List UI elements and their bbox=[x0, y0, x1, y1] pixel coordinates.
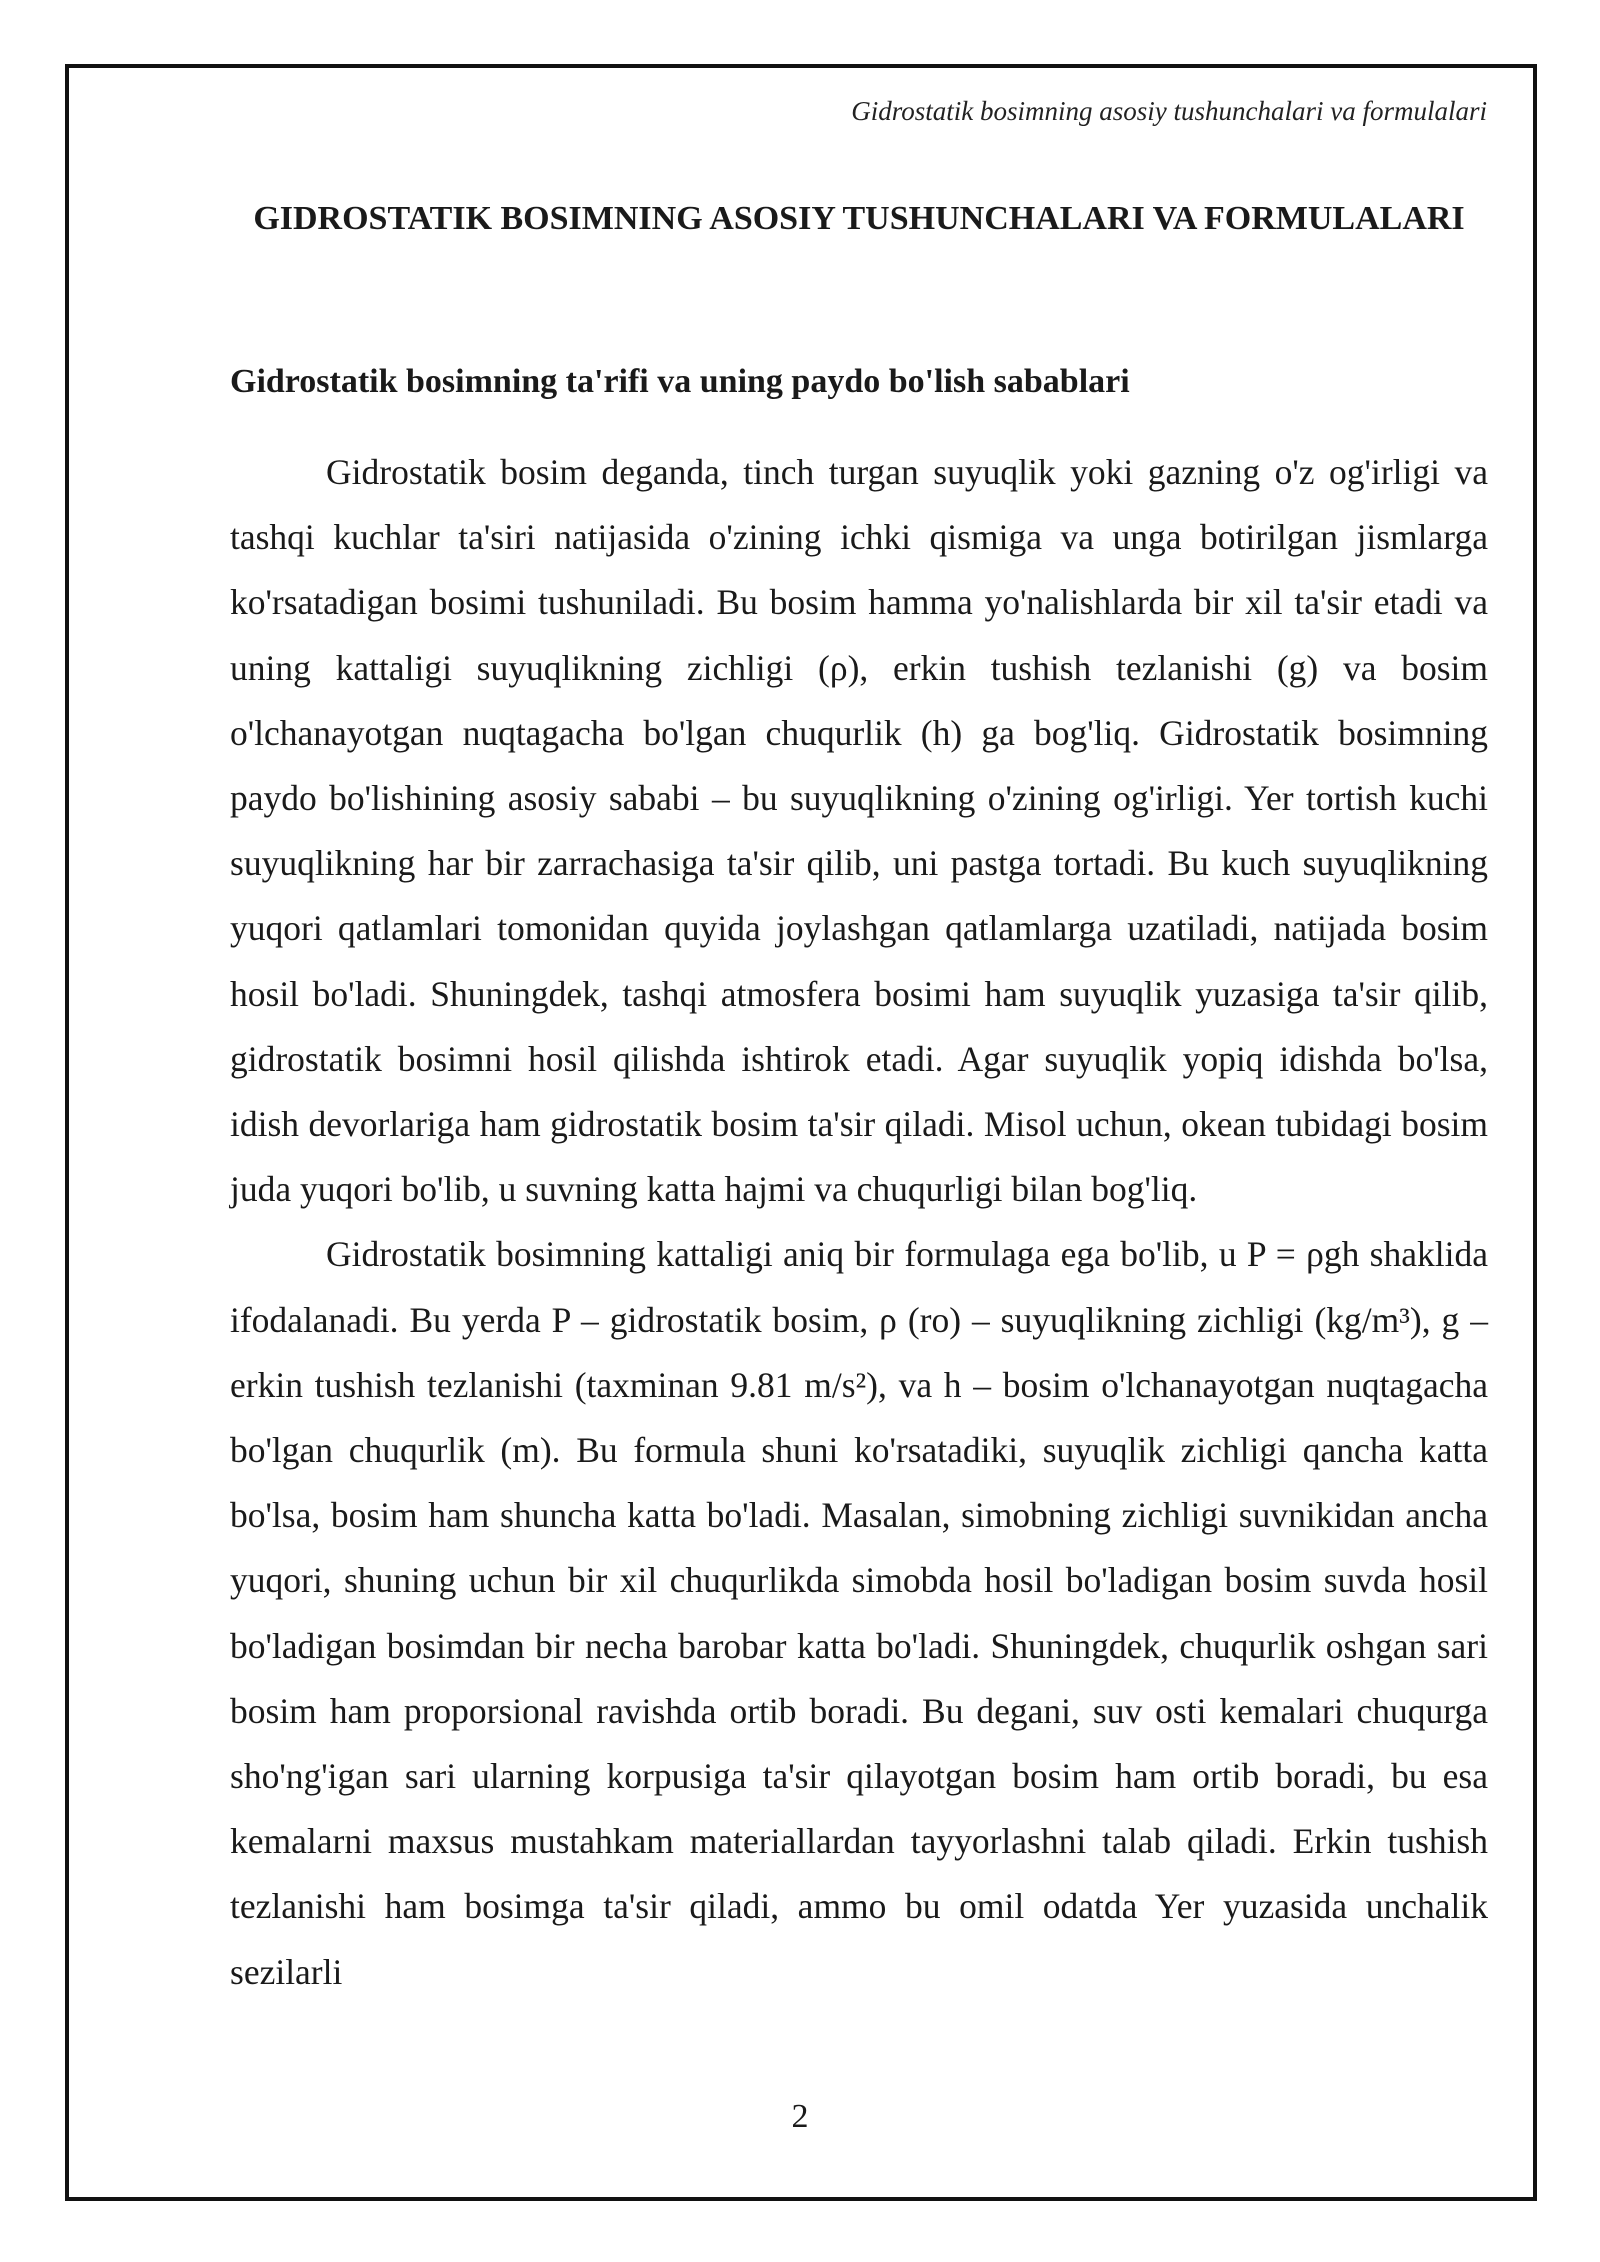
paragraph: Gidrostatik bosimning kattaligi aniq bir formulaga ega bo'lib, u P = ρgh shaklida ifodalanadi. Bu yerda P – gidrostatik bosim, ρ (ro) – suyuqlikning zichligi (kg/m³), g – erkin tushish tezlanishi (taxminan 9.81 m/s²), va h – bosim o'lchanayotgan nuqtagacha bo'lgan chuqurlik (m). Bu formula shuni ko'rsatadiki, suyuqlik zichligi qancha katta bo'lsa, bosim ham shuncha katta bo'ladi. Masalan, simobning zichligi suvnikidan ancha yuqori, shuning uchun bir xil chuqurlikda simobda hosil bo'ladigan bosim suvda hosil bo'ladigan bosimdan bir necha barobar katta bo'ladi. Shuningdek, chuqurlik oshgan sari bosim ham proporsional ravishda ortib boradi. Bu degani, suv osti kemalari chuqurga sho'ng'igan sari ularning korpusiga ta'sir qilayotgan bosim ham ortib boradi, bu esa kemalarni maxsus mustahkam materiallardan tayyorlashni talab qiladi. Erkin tushish tezlanishi ham bosimga ta'sir qiladi, ammo bu omil odatda Yer yuzasida unchalik sezilarli bbox=[230, 1234, 1488, 1992]
body-text bbox=[230, 440, 1488, 2005]
paragraph: Gidrostatik bosim deganda, tinch turgan suyuqlik yoki gazning o'z og'irligi va tashqi kuchlar ta'siri natijasida o'zining ichki qismiga va unga botirilgan jismlarga ko'rsatadigan bosimi tushuniladi. Bu bosim hamma yo'nalishlarda bir xil ta'sir etadi va uning kattaligi suyuqlikning zichligi (ρ), erkin tushish tezlanishi (g) va bosim o'lchanayotgan nuqtagacha bo'lgan chuqurlik (h) ga bog'liq. Gidrostatik bosimning paydo bo'lishining asosiy sababi – bu suyuqlikning o'zining og'irligi. Yer tortish kuchi suyuqlikning har bir zarrachasiga ta'sir qilib, uni pastga tortadi. Bu kuch suyuqlikning yuqori qatlamlari tomonidan quyida joylashgan qatlamlarga uzatiladi, natijada bosim hosil bo'ladi. Shuningdek, tashqi atmosfera bosimi ham suyuqlik yuzasiga ta'sir qilib, gidrostatik bosimni hosil qilishda ishtirok etadi. Agar suyuqlik yopiq idishda bo'lsa, idish devorlariga ham gidrostatik bosim ta'sir qiladi. Misol uchun, okean tubidagi bosim juda yuqori bo'lib, u suvning katta hajmi va chuqurligi bilan bog'liq. bbox=[230, 452, 1488, 1210]
page-number: 2 bbox=[791, 2098, 809, 2135]
running-header: Gidrostatik bosimning asosiy tushunchalari va formulalari bbox=[851, 96, 1487, 126]
document-title: GIDROSTATIK BOSIMNING ASOSIY TUSHUNCHALARI VA FORMULALARI bbox=[253, 200, 1465, 237]
section-heading: Gidrostatik bosimning ta'rifi va uning paydo bo'lish sabablari bbox=[230, 363, 1130, 400]
